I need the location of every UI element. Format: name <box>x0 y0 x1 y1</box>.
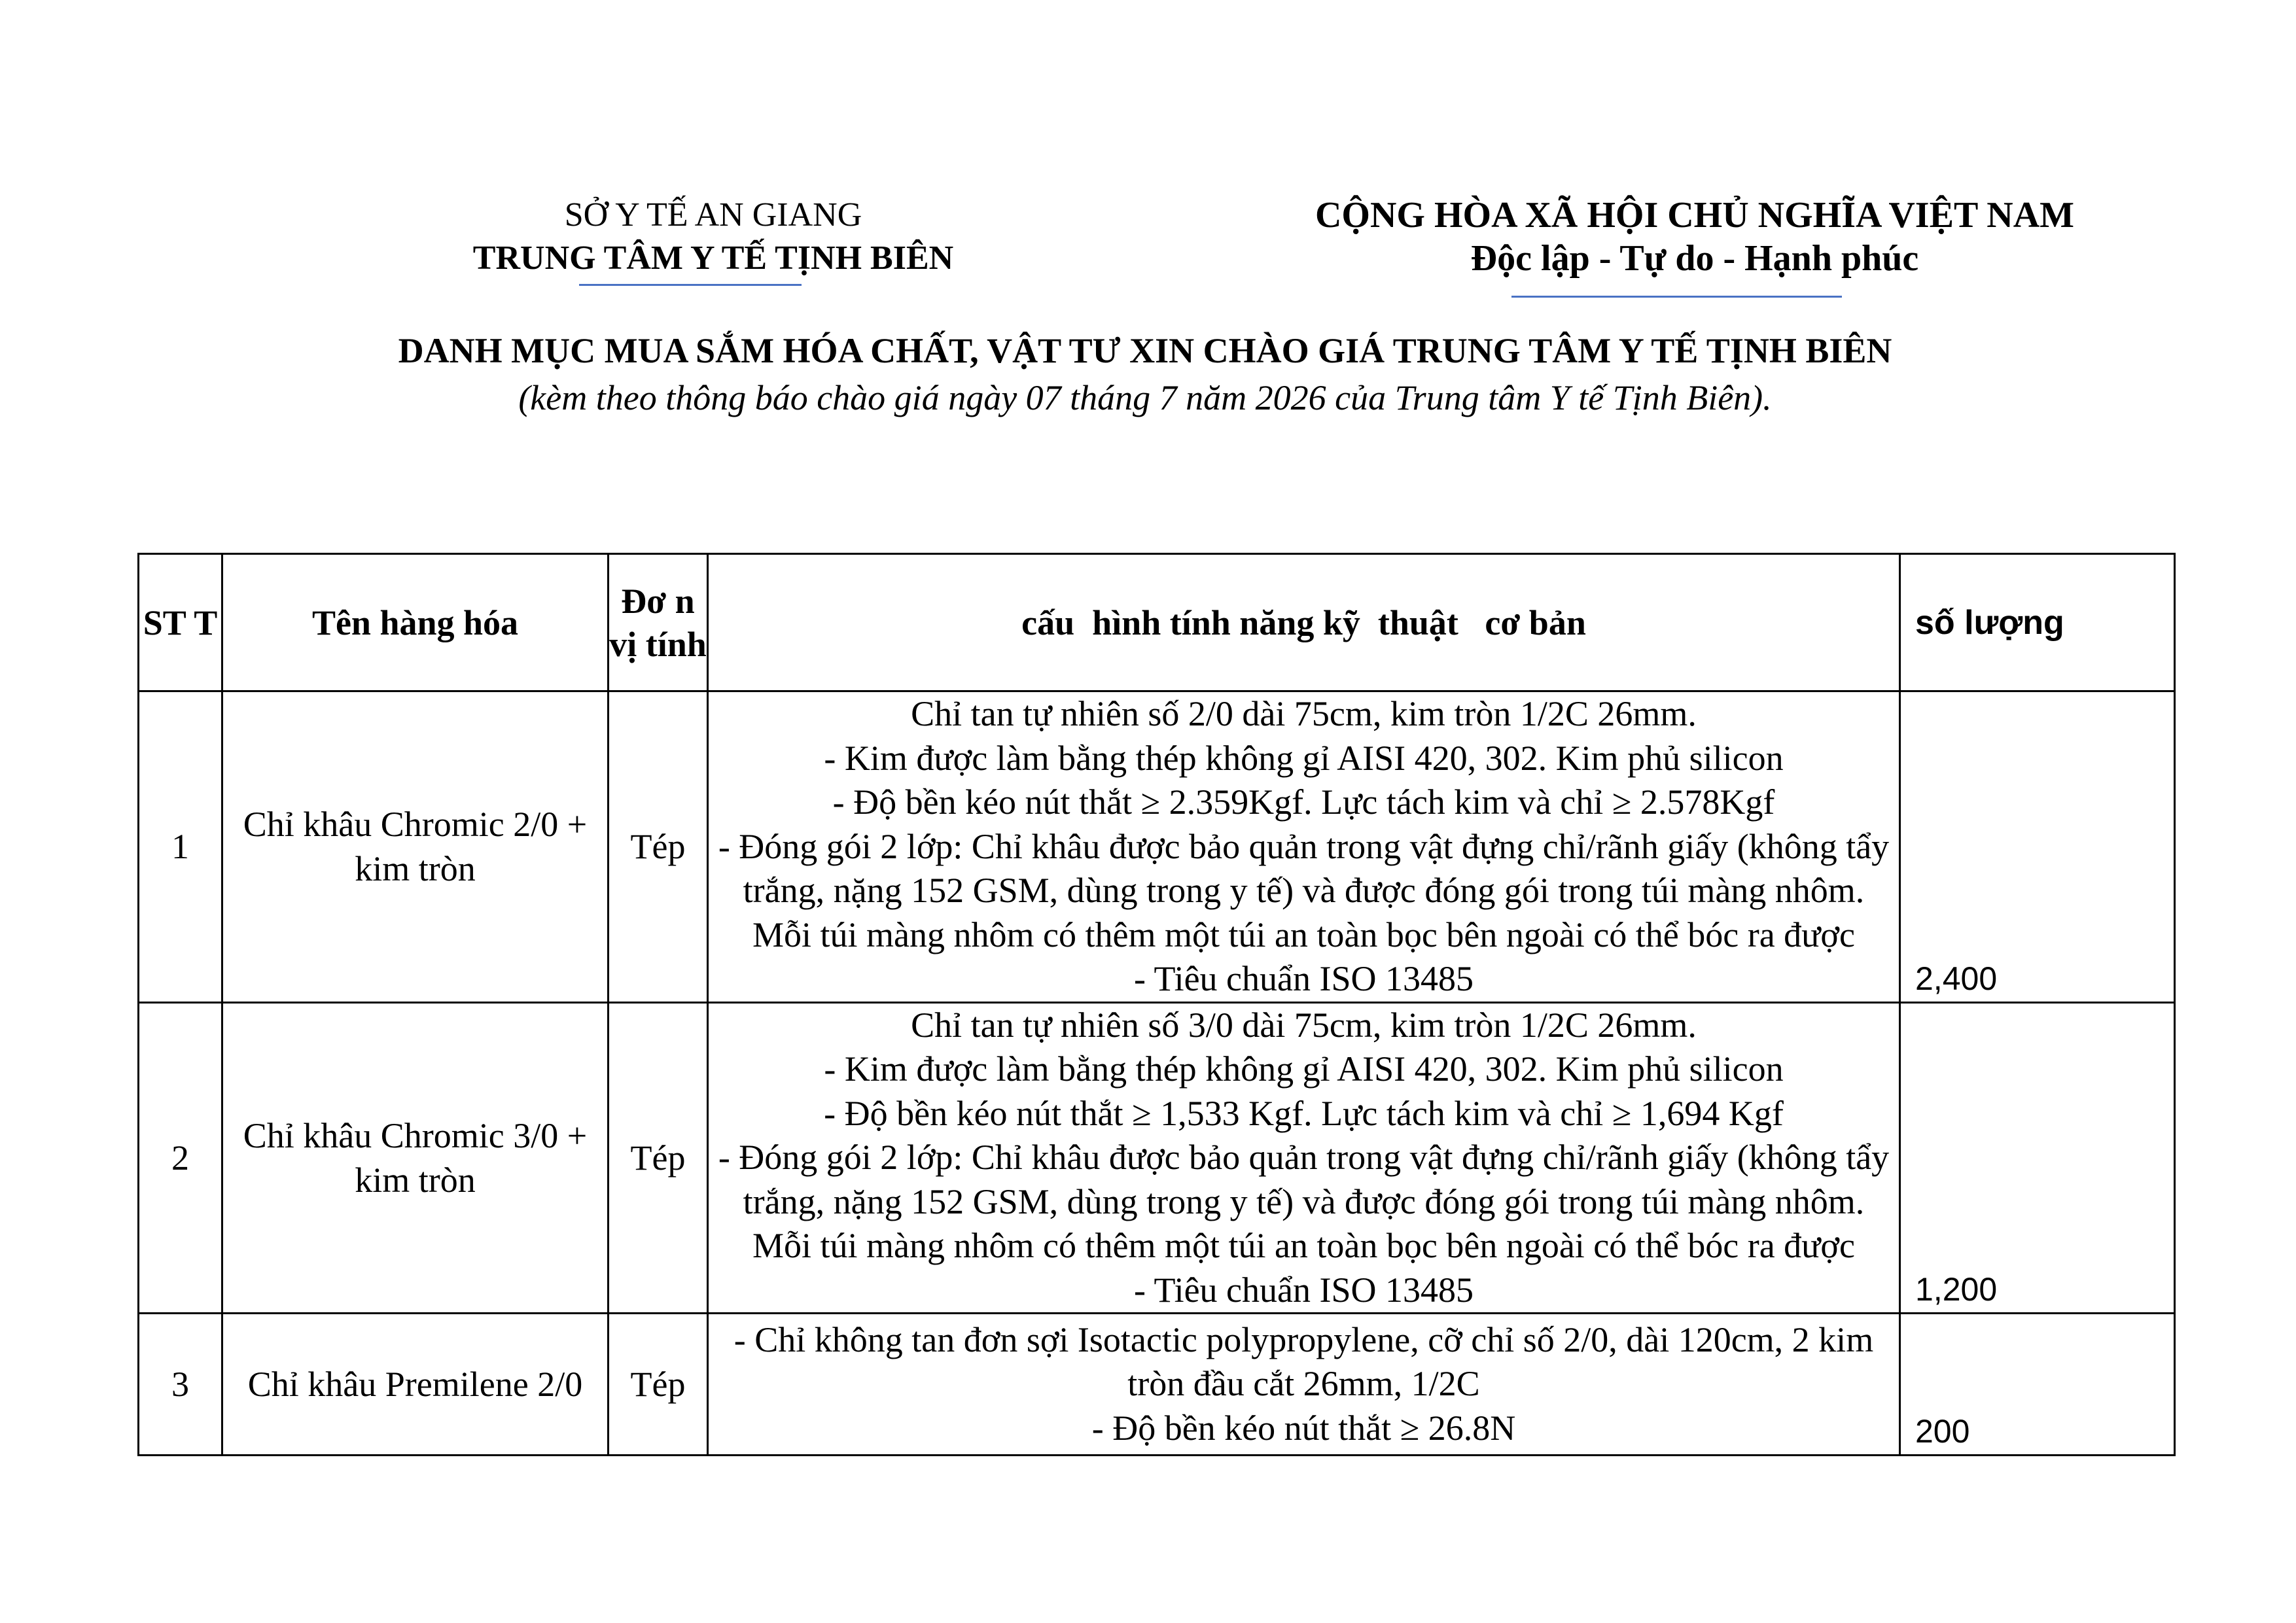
spec-line: - Đóng gói 2 lớp: Chỉ khâu được bảo quản trong vật đựng chỉ/rãnh giấy (không tẩy <box>718 826 1890 866</box>
spec-line: trắng, nặng 152 GSM, dùng trong y tế) và được đóng gói trong túi màng nhôm. <box>743 871 1865 910</box>
header-left-underline <box>579 284 802 286</box>
document-title: DANH MỤC MUA SẮM HÓA CHẤT, VẬT TƯ XIN CHÀO GIÁ TRUNG TÂM Y TẾ TỊNH BIÊN <box>398 331 1892 370</box>
spec-line: - Kim được làm bằng thép không gỉ AISI 420, 302. Kim phủ silicon <box>824 1049 1784 1089</box>
header-spec <box>708 554 1900 691</box>
cell-spec <box>708 1002 1900 1314</box>
header-name <box>222 554 609 691</box>
cell-spec <box>708 1314 1900 1456</box>
header-qty-label: số lượng <box>1915 603 2064 642</box>
spec-line: - Tiêu chuẩn ISO 13485 <box>1133 1270 1474 1310</box>
department-name: SỞ Y TẾ AN GIANG <box>564 196 862 234</box>
spec-line: Chỉ tan tự nhiên số 3/0 dài 75cm, kim tròn 1/2C 26mm. <box>911 1005 1697 1045</box>
header-stt <box>139 554 222 691</box>
header-right <box>1237 194 2153 280</box>
cell-name: Chỉ khâu Chromic 2/0 + kim tròn <box>222 691 609 1003</box>
header-unit-label: Đơ n vị tính <box>609 581 707 664</box>
cell-stt: 3 <box>139 1314 222 1456</box>
spec-line: tròn đầu cắt 26mm, 1/2C <box>1127 1364 1480 1404</box>
cell-unit: Tép <box>609 691 708 1003</box>
cell-stt: 1 <box>139 691 222 1003</box>
spec-line: Mỗi túi màng nhôm có thêm một túi an toàn bọc bên ngoài có thể bóc ra được <box>752 1226 1855 1265</box>
header-qty <box>1900 554 2175 691</box>
cell-qty: 1,200 <box>1900 1002 2175 1314</box>
cell-stt: 2 <box>139 1002 222 1314</box>
spec-line: Mỗi túi màng nhôm có thêm một túi an toàn bọc bên ngoài có thể bóc ra được <box>752 915 1855 954</box>
organization-name: TRUNG TÂM Y TẾ TỊNH BIÊN <box>472 239 954 277</box>
national-title: CỘNG HÒA XÃ HỘI CHỦ NGHĨA VIỆT NAM <box>1315 195 2075 236</box>
spec-line: - Độ bền kéo nút thắt ≥ 26.8N <box>1091 1408 1516 1448</box>
cell-unit: Tép <box>609 1314 708 1456</box>
table-header-row <box>139 554 2175 691</box>
header-right-underline <box>1511 296 1842 298</box>
header-spec-label: cấu hình tính năng kỹ thuật cơ bản <box>1021 602 1586 642</box>
document-subtitle: (kèm theo thông báo chào giá ngày 07 tháng 7 năm 2026 của Trung tâm Y tế Tịnh Biên). <box>518 378 1772 417</box>
spec-line: - Độ bền kéo nút thắt ≥ 2.359Kgf. Lực tách kim và chỉ ≥ 2.578Kgf <box>832 782 1775 822</box>
spec-line: - Tiêu chuẩn ISO 13485 <box>1133 959 1474 998</box>
header-stt-label: ST T <box>143 602 218 642</box>
cell-qty: 2,400 <box>1900 691 2175 1003</box>
cell-spec <box>708 691 1900 1003</box>
header-name-label: Tên hàng hóa <box>311 602 519 642</box>
table-row <box>139 1002 2175 1314</box>
spec-line: - Độ bền kéo nút thắt ≥ 1,533 Kgf. Lực tách kim và chỉ ≥ 1,694 Kgf <box>824 1093 1784 1133</box>
spec-line: - Đóng gói 2 lớp: Chỉ khâu được bảo quản trong vật đựng chỉ/rãnh giấy (không tẩy <box>718 1138 1890 1177</box>
header-unit <box>609 554 708 691</box>
table-row <box>139 1314 2175 1456</box>
cell-name: Chỉ khâu Chromic 3/0 + kim tròn <box>222 1002 609 1314</box>
goods-table <box>137 553 2176 1456</box>
cell-unit: Tép <box>609 1002 708 1314</box>
spec-line: trắng, nặng 152 GSM, dùng trong y tế) và được đóng gói trong túi màng nhôm. <box>743 1181 1865 1221</box>
table-row <box>139 691 2175 1003</box>
spec-line: - Chỉ không tan đơn sợi Isotactic polypropylene, cỡ chỉ số 2/0, dài 120cm, 2 kim <box>733 1319 1874 1359</box>
spec-line: Chỉ tan tự nhiên số 2/0 dài 75cm, kim tròn 1/2C 26mm. <box>911 694 1697 733</box>
cell-name: Chỉ khâu Premilene 2/0 <box>222 1314 609 1456</box>
title-block <box>131 327 2159 421</box>
header-left <box>419 194 1008 280</box>
national-motto: Độc lập - Tự do - Hạnh phúc <box>1470 238 1919 279</box>
cell-qty: 200 <box>1900 1314 2175 1456</box>
spec-line: - Kim được làm bằng thép không gỉ AISI 420, 302. Kim phủ silicon <box>824 738 1784 778</box>
